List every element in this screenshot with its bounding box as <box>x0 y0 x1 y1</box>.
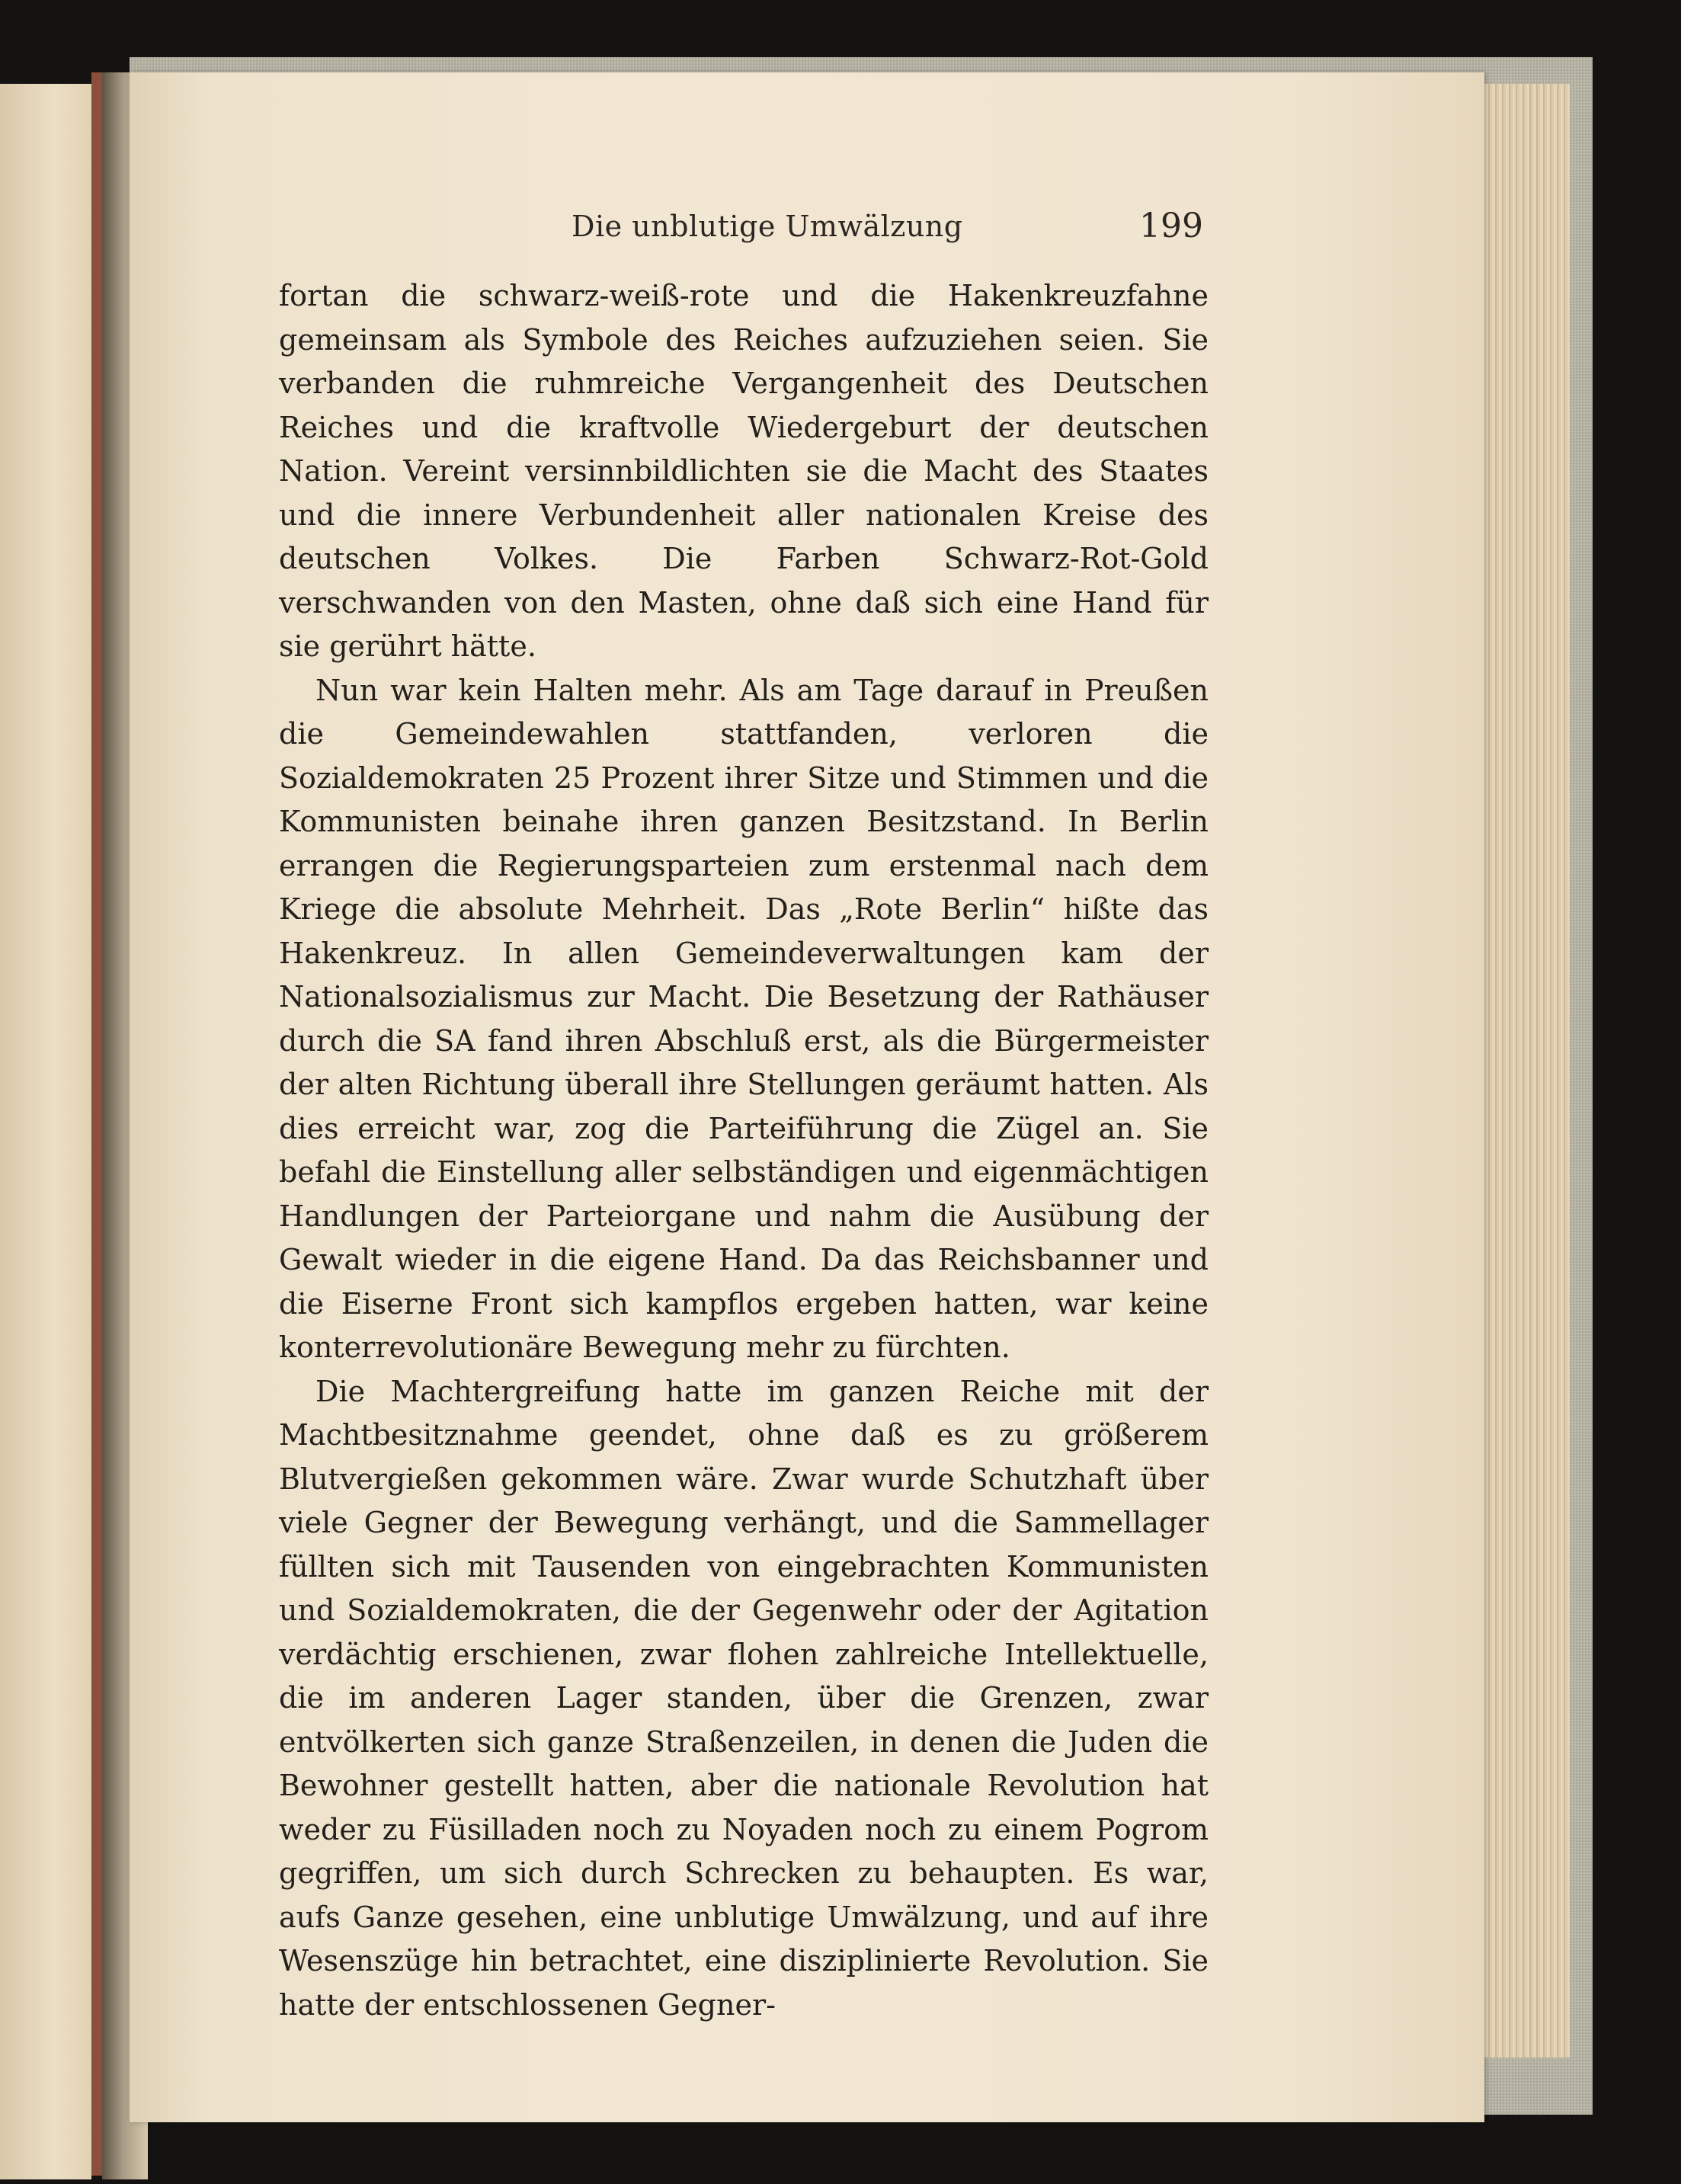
left-cover-edge <box>91 72 102 2176</box>
left-facing-page <box>0 84 91 2179</box>
book-page <box>130 72 1484 2122</box>
paragraph-3: Die Machtergreifung hatte im ganzen Reiche mit der Machtbesitznahme geendet, ohne daß es zu größerem Blutvergießen gekommen wäre. Zwar wurde Schutzhaft über viele Gegner der Bewegung verhängt, und die Sammellager füllten sich mit Tausenden von eingebrachten Kommunisten und Sozialdemokraten, die der Gegenwehr oder der Agitation verdächtig erschienen, zwar flohen zahlreiche Intellektuelle, die im anderen Lager standen, über die Grenzen, zwar entvölkerten sich ganze Straßenzeilen, in denen die Juden die Bewohner gestellt hatten, aber die nationale Revolution hat weder zu Füsilladen noch zu Noyaden noch zu einem Pogrom gegriffen, um sich durch Schrecken zu behaupten. Es war, aufs Ganze gesehen, eine unblutige Umwälzung, und auf ihre Wesenszüge hin betrachtet, eine disziplinierte Revolution. Sie hatte der entschlossenen Gegner- <box>279 1374 1209 2022</box>
running-head-title: Die unblutige Umwälzung <box>572 210 963 243</box>
page-number: 199 <box>1139 207 1203 245</box>
paragraph-1: fortan die schwarz-weiß-rote und die Hakenkreuzfahne gemeinsam als Symbole des Reiches aufzuziehen seien. Sie verbanden die ruhmreiche Vergangenheit des Deutschen Reiches und die kraftvolle Wiedergeburt der deutschen Nation. Vereint versinnbildlichten sie die Macht des Staates und die innere Verbundenheit aller nationalen Kreise des deutschen Volkes. Die Farben Schwarz-Rot-Gold verschwanden von den Masten, ohne daß sich eine Hand für sie gerührt hätte. <box>279 279 1209 663</box>
body-text <box>279 274 1209 2027</box>
page-edges <box>1478 84 1570 2058</box>
paragraph-2: Nun war kein Halten mehr. Als am Tage darauf in Preußen die Gemeindewahlen stattfanden, verloren die Sozialdemokraten 25 Prozent ihrer Sitze und Stimmen und die Kommunisten beinahe ihren ganzen Besitzstand. In Berlin errangen die Regierungsparteien zum erstenmal nach dem Kriege die absolute Mehrheit. Das „Rote Berlin“ hißte das Hakenkreuz. In allen Gemeindeverwaltungen kam der Nationalsozialismus zur Macht. Die Besetzung der Rathäuser durch die SA fand ihren Abschluß erst, als die Bürgermeister der alten Richtung überall ihre Stellungen geräumt hatten. Als dies erreicht war, zog die Parteiführung die Zügel an. Sie befahl die Einstellung aller selbständigen und eigenmächtigen Handlungen der Parteiorgane und nahm die Ausübung der Gewalt wieder in die eigene Hand. Da das Reichsbanner und die Eiserne Front sich kampflos ergeben hatten, war keine konterrevolutionäre Bewegung mehr zu fürchten. <box>279 673 1209 1364</box>
running-head <box>130 207 1484 263</box>
